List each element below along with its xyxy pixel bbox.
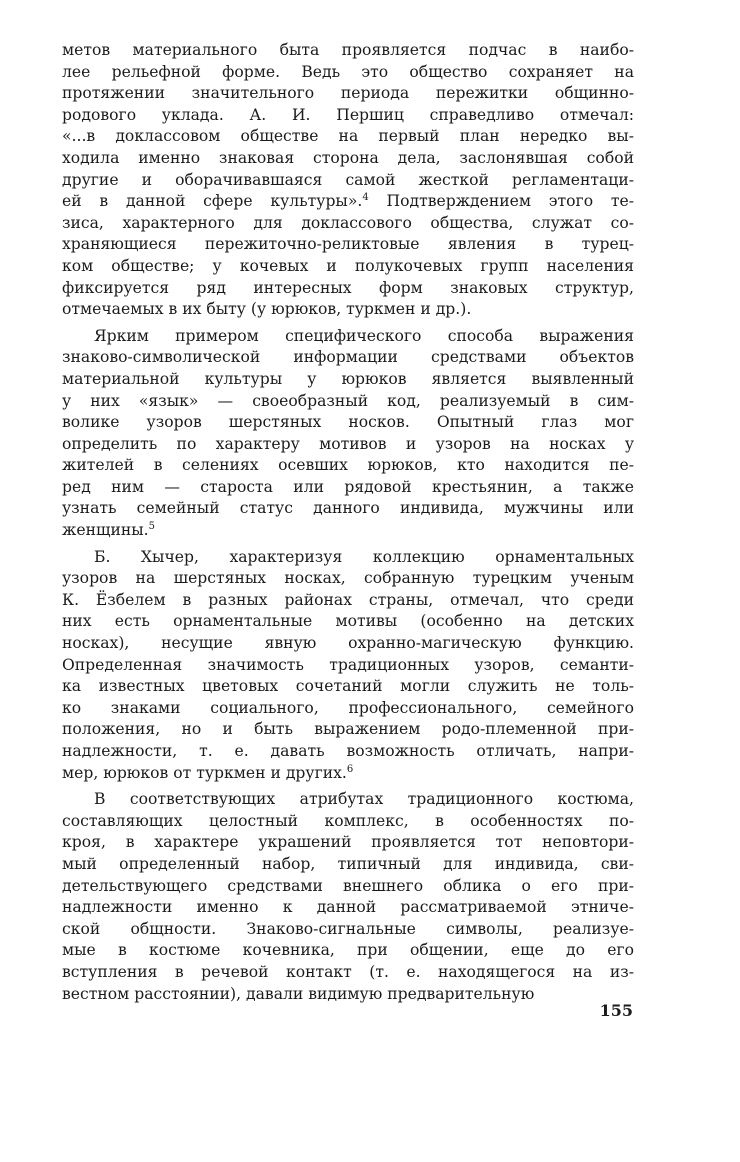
paragraph-3 [62, 547, 634, 785]
text-line: жителей в селениях осевших юрюков, кто находится пе- [62, 456, 634, 475]
text-line: Б. Хычер, характеризуя коллекцию орнаментальных [94, 547, 634, 566]
text-line: метов материального быта проявляется подчас в наибо- [62, 41, 634, 59]
text-line: вестном расстоянии), давали видимую предварительную [62, 984, 535, 1003]
paragraph-1 [62, 40, 634, 321]
text-line: женщины.$^5$ [62, 520, 155, 540]
text-line: Ярким примером специфического способа выражения [94, 326, 634, 345]
text-line: фиксируется ряд интересных форм знаковых структур, [62, 278, 634, 297]
text-line: «...в доклассовом обществе на первый план нередко вы- [62, 127, 634, 146]
text-line: мые в костюме кочевника, при общении, еще до его [62, 941, 634, 960]
text-line: ходила именно знаковая сторона дела, заслонявшая собой [62, 148, 634, 167]
footnote-marker: 4 [362, 191, 369, 203]
text-line: родового уклада. А. И. Першиц справедливо отмечал: [62, 105, 634, 124]
text-line: ей в данной сфере культуры».$^4$ Подтверждением этого те- [62, 191, 634, 211]
text-line: В соответствующих атрибутах традиционного костюма, [94, 790, 634, 809]
text-line: другие и оборачивавшаяся самой жесткой регламентаци- [62, 170, 634, 189]
footnote-marker: 5 [148, 520, 155, 532]
text-line: надлежности именно к данной рассматриваемой этниче- [62, 898, 634, 917]
text-line: детельствующего средствами внешнего облика о его при- [62, 876, 634, 895]
text-line: у них «язык» — своеобразный код, реализуемый в сим- [62, 391, 634, 410]
text-line: зиса, характерного для доклассового общества, служат со- [62, 213, 634, 232]
text-line: вступления в речевой контакт (т. е. находящегося на из- [62, 962, 634, 981]
text-line: них есть орнаментальные мотивы (особенно на детских [62, 612, 634, 631]
text-line: отмечаемых в их быту (у юрюков, туркмен и др.). [62, 300, 472, 319]
text-line: составляющих целостный комплекс, в особенностях по- [62, 811, 634, 830]
text-line: определить по характеру мотивов и узоров на носках у [62, 434, 634, 453]
text-line: ком обществе; у кочевых и полукочевых групп населения [62, 256, 634, 275]
text-line: мый определенный набор, типичный для индивида, сви- [62, 854, 634, 873]
text-line: кроя, в характере украшений проявляется тот неповтори- [62, 833, 634, 852]
text-line: К. Ёзбелем в разных районах страны, отмечал, что среди [62, 590, 634, 609]
page-body [62, 40, 634, 1005]
text-line: знаково-символической информации средствами объектов [62, 348, 634, 367]
text-line: носках), несущие явную охранно-магическую функцию. [62, 634, 634, 653]
text-line: положения, но и быть выражением родо-племенной при- [62, 720, 634, 739]
text-line: ка известных цветовых сочетаний могли служить не толь- [62, 677, 634, 696]
paragraph-2 [62, 326, 634, 542]
text-line: мер, юрюков от туркмен и других.$^6$ [62, 763, 354, 782]
paragraph-4 [62, 789, 634, 1005]
page-number: 155 [599, 1001, 633, 1020]
text-line: узоров на шерстяных носках, собранную турецким ученым [62, 569, 634, 588]
text-line: надлежности, т. е. давать возможность отличать, напри- [62, 742, 634, 760]
text-line: протяжении значительного периода пережитки общинно- [62, 84, 634, 103]
text-line: ко знаками социального, профессионального, семейного [62, 698, 634, 717]
text-line: ской общности. Знаково-сигнальные символы, реализуе- [62, 919, 634, 938]
text-line: лее рельефной форме. Ведь это общество сохраняет на [62, 62, 634, 81]
text-line: Определенная значимость традиционных узоров, семанти- [62, 655, 634, 674]
footnote-marker: 6 [346, 763, 354, 775]
text-line: узнать семейный статус данного индивида, мужчины или [62, 499, 634, 518]
text-line: храняющиеся пережиточно-реликтовые явления в турец- [62, 235, 634, 254]
text-line: ред ним — староста или рядовой крестьянин, а также [62, 477, 634, 496]
text-line: материальной культуры у юрюков является выявленный [62, 369, 634, 388]
text-line: волике узоров шерстяных носков. Опытный глаз мог [62, 413, 634, 432]
